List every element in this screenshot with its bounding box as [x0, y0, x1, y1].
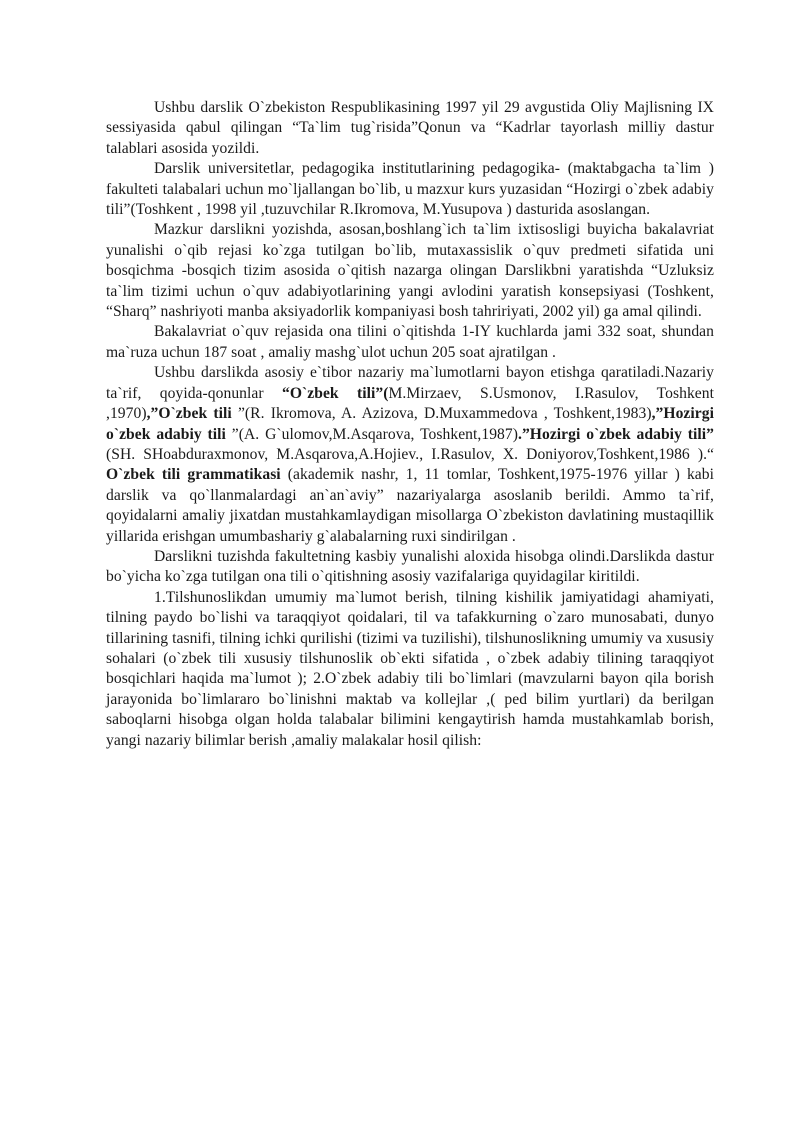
paragraph — [106, 220, 714, 322]
paragraph — [106, 322, 714, 363]
bold-title-run: .”Hozirgi o`zbek adabiy tili” — [518, 425, 714, 443]
text-run: Ushbu darslik O`zbekiston Respublikasining 1997 yil 29 avgustida Oliy Majlisning IX sessiyasida qabul qilingan “Ta`lim tug`risida”Qonun va “Kadrlar tayorlash milliy dastur talablari asosida yozildi. — [106, 99, 714, 157]
paragraph — [106, 98, 714, 159]
text-run: (akademik nashr, 1, 11 tomlar, Toshkent,1975-1976 yillar ) kabi darslik va qo`llanmalardagi an`an`aviy” nazariyalarga asoslanib berildi. Ammo ta`rif, qoyidalarni amaliy jixatdan mustahkamlaydigan misollarga O`zbekiston davlatining mustaqillik yillarida erishgan umumbashariy g`alabalarning ruxi sindirilgan . — [106, 466, 714, 545]
text-run: ”(A. G`ulomov,M.Asqarova, Toshkent,1987) — [231, 425, 518, 443]
text-run: Mazkur darslikni yozishda, asosan,boshlang`ich ta`lim ixtisosligi buyicha bakalavriat yunalishi o`qib rejasi ko`zga tutilgan bo`lib, mutaxassislik o`quv predmeti sifatida uni bosqichma -bosqich tizim asosida o`qitish nazarga olingan Darslikbni yaratishda “Uzluksiz ta`lim tizimi uchun o`quv adabiyotlarining yangi avlodini yaratish konsepsiyasi (Toshkent, “Sharq” nashriyoti manba aksiyadorlik kompaniyasi bosh tahririyati, 2002 yil) ga amal qilindi. — [106, 221, 714, 321]
text-run: Bakalavriat o`quv rejasida ona tilini o`qitishda 1-IY kuchlarda jami 332 soat, shundan ma`ruza uchun 187 soat , amaliy mashg`ulot uchun 205 soat ajratilgan . — [106, 323, 714, 361]
text-run: Ushbu darslikda asosiy e`tibor nazariy ma`lumotlarni bayon etishga qaratiladi.Nazariy ta`rif, qoyida-qonunlar — [106, 364, 714, 402]
bold-title-run: “O`zbek tili”( — [281, 384, 389, 402]
text-run: 1.Tilshunoslikdan umumiy ma`lumot berish, tilning kishilik jamiyatidagi ahamiyati, tilning paydo bo`lishi va taraqqiyot qoidalari, til va tafakkurning o`zaro munosabati, dunyo tillarining tasnifi, tilning ichki qurilishi (tizimi va tuzilishi), tilshunoslikning umumiy va xususiy sohalari (o`zbek tili xususiy tilshunoslik ob`ekti sifatida , o`zbek adabiy tilining taraqqiyot bosqichlari haqida ma`lumot ); 2.O`zbek adabiy tili bo`limlari (mavzularni bayon qila borish jarayonida bo`limlararo bo`linishni maktab va kollejlar ,( ped bilim yurtlari) da berilgan saboqlarni hisobga olgan holda talabalar bilimini kengaytirish hamda mustahkamlab borish, yangi nazariy bilimlar berish ,amaliy malakalar hosil qilish: — [106, 588, 714, 749]
paragraph — [106, 159, 714, 220]
paragraph — [106, 363, 714, 547]
bold-title-run: ,”Hozirgi o`zbek adabiy tili — [106, 405, 714, 443]
paragraph — [106, 588, 714, 751]
text-run: Darslik universitetlar, pedagogika institutlarining pedagogika- (maktabgacha ta`lim ) fakulteti talabalari uchun mo`ljallangan bo`lib, u mazxur kurs yuzasidan “Hozirgi o`zbek adabiy tili”(Toshkent , 1998 yil ,tuzuvchilar R.Ikromova, M.Yusupova ) dasturida asoslangan. — [106, 160, 714, 219]
text-run: (SH. SHoabduraxmonov, M.Asqarova,A.Hojiev., I.Rasulov, X. Doniyorov,Toshkent,1986 ).“ — [106, 445, 714, 463]
bold-title-run: O`zbek tili grammatikasi — [106, 466, 281, 484]
document-page — [106, 98, 714, 751]
paragraph — [106, 547, 714, 588]
text-run: ”(R. Ikromova, A. Azizova, D.Muxammedova , Toshkent,1983) — [237, 405, 652, 423]
bold-title-run: ,”O`zbek tili — [146, 405, 238, 423]
text-run: Darslikni tuzishda fakultetning kasbiy yunalishi aloxida hisobga olindi.Darslikda dastur bo`yicha ko`zga tutilgan ona tili o`qitishning asosiy vazifalariga quyidagilar kiritildi. — [106, 547, 714, 586]
text-run: M.Mirzaev, S.Usmonov, I.Rasulov, Toshkent ,1970) — [106, 384, 714, 423]
